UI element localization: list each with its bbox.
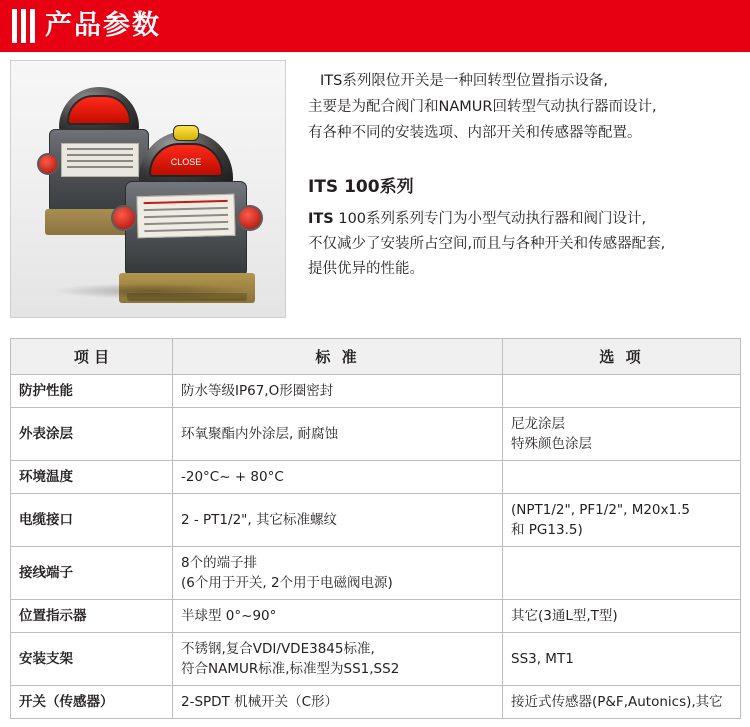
- row-standard-line: 8个的端子排: [181, 555, 258, 571]
- row-standard: 2-SPDT 机械开关（C形）: [173, 686, 503, 719]
- page-title: 产品参数: [45, 9, 161, 41]
- row-option-line: 尼龙涂层: [511, 416, 565, 432]
- row-standard: -20°C~ + 80°C: [173, 461, 503, 494]
- page-header: [0, 0, 750, 52]
- column-header-option: 选 项: [503, 339, 741, 375]
- series-line-2: 不仅减少了安装所占空间,而且与各种开关和传感器配套,: [308, 236, 666, 252]
- row-standard: 防水等级IP67,O形圈密封: [173, 375, 503, 408]
- header-bars-icon: [12, 9, 35, 43]
- row-option: [503, 408, 741, 461]
- product-photo: [10, 60, 286, 318]
- table-row: [11, 461, 741, 494]
- row-option: SS3, MT1: [503, 633, 741, 686]
- column-header-item: 项 目: [11, 339, 173, 375]
- table-row: [11, 600, 741, 633]
- row-option: [503, 494, 741, 547]
- row-standard-line: 不锈钢,复合VDI/VDE3845标准,: [181, 641, 375, 657]
- intro-text-block: [286, 60, 740, 324]
- row-standard: 环氧聚酯内外涂层, 耐腐蚀: [173, 408, 503, 461]
- column-header-standard: 标 准: [173, 339, 503, 375]
- table-row: [11, 408, 741, 461]
- row-standard-line: (6个用于开关, 2个用于电磁阀电源): [181, 575, 393, 591]
- series-heading: ITS 100系列: [308, 177, 414, 197]
- row-item: 外表涂层: [11, 408, 173, 461]
- table-row: [11, 686, 741, 719]
- series-line-3: 提供优异的性能。: [308, 261, 424, 277]
- row-item: 防护性能: [11, 375, 173, 408]
- series-line-1: 100系列系列专门为小型气动执行器和阀门设计,: [338, 211, 647, 227]
- table-row: [11, 494, 741, 547]
- row-standard: 半球型 0°~90°: [173, 600, 503, 633]
- row-option: [503, 461, 741, 494]
- row-option-line: 特殊颜色涂层: [511, 436, 592, 452]
- row-item: 位置指示器: [11, 600, 173, 633]
- row-standard-line: 符合NAMUR标准,标准型为SS1,SS2: [181, 661, 400, 677]
- table-row: [11, 547, 741, 600]
- row-standard: 2 - PT1/2", 其它标准螺纹: [173, 494, 503, 547]
- table-row: [11, 633, 741, 686]
- intro-line-1: ITS系列限位开关是一种回转型位置指示设备,: [320, 73, 608, 89]
- row-item: 环境温度: [11, 461, 173, 494]
- row-option: [503, 547, 741, 600]
- row-option-line: 和 PG13.5): [511, 522, 583, 538]
- row-option: 其它(3通L型,T型): [503, 600, 741, 633]
- row-option: [503, 375, 741, 408]
- intro-line-2: 主要是为配合阀门和NAMUR回转型气动执行器而设计,: [308, 99, 657, 115]
- row-standard: [173, 633, 503, 686]
- spec-table: [10, 338, 741, 719]
- row-item: 电缆接口: [11, 494, 173, 547]
- intro-paragraph: [308, 68, 740, 146]
- row-option: 接近式传感器(P&F,Autonics),其它: [503, 686, 741, 719]
- spec-table-wrapper: [0, 324, 750, 719]
- intro-section: [0, 52, 750, 324]
- indicator-label: CLOSE: [149, 143, 223, 177]
- row-item: 接线端子: [11, 547, 173, 600]
- intro-line-3: 有各种不同的安装选项、内部开关和传感器等配置。: [308, 125, 642, 141]
- table-row: [11, 375, 741, 408]
- row-item: 开关（传感器）: [11, 686, 173, 719]
- row-item: 安装支架: [11, 633, 173, 686]
- series-paragraph: [308, 207, 740, 282]
- table-header-row: [11, 339, 741, 375]
- row-standard: [173, 547, 503, 600]
- row-option-line: (NPT1/2", PF1/2", M20x1.5: [511, 502, 690, 518]
- series-bold-prefix: ITS: [308, 211, 334, 227]
